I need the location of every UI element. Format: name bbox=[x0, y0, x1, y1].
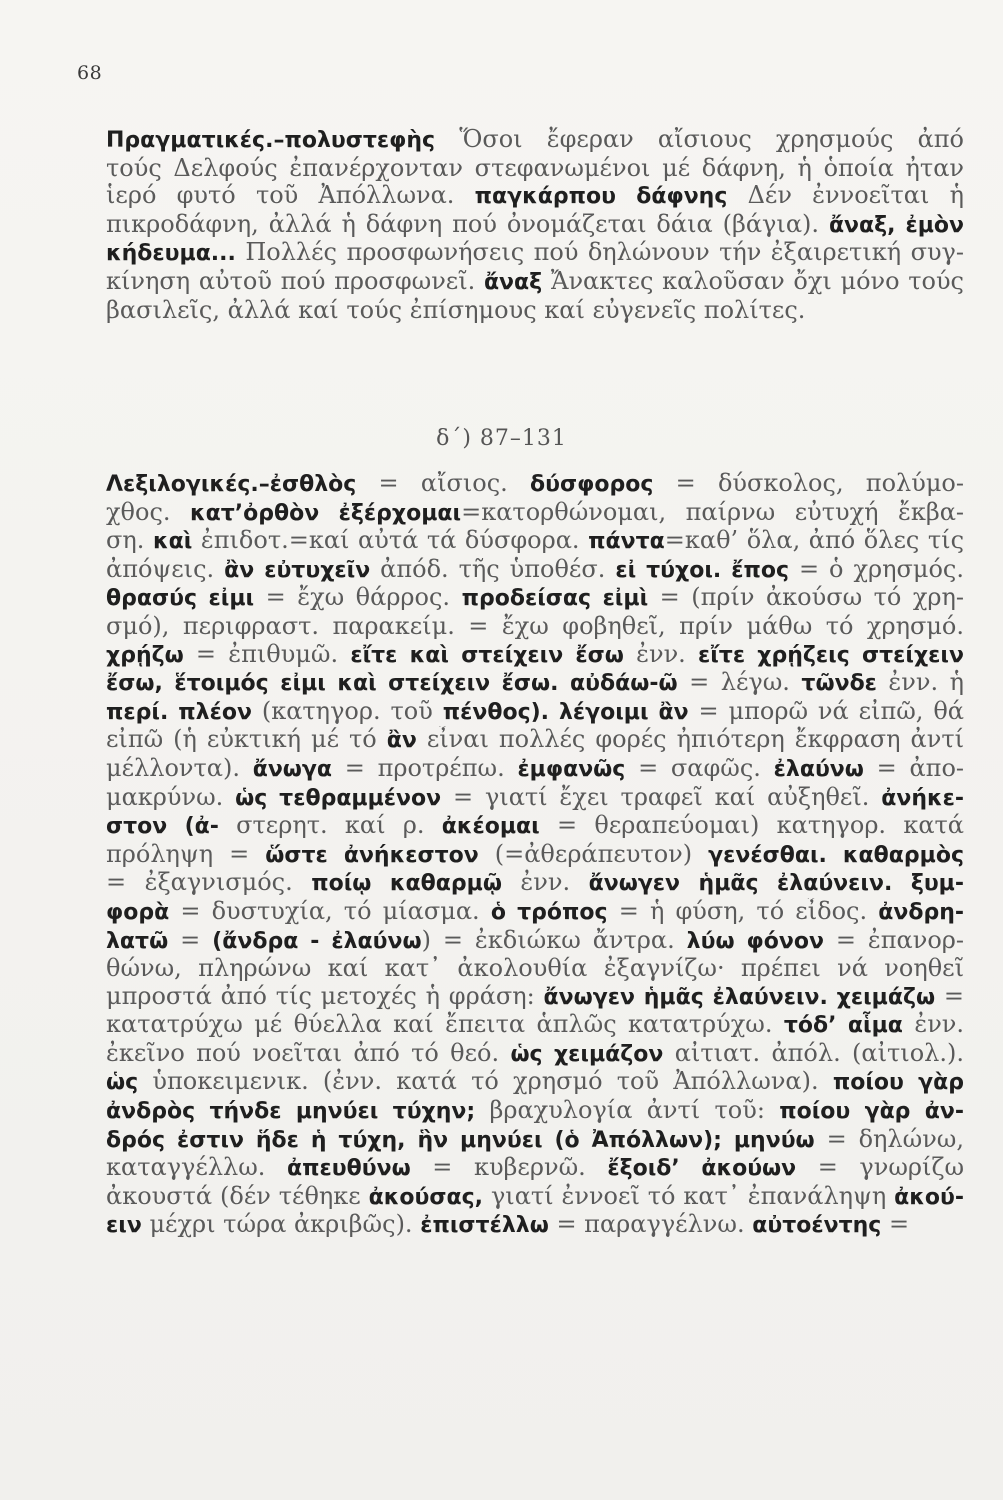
gloss-text: = θεραπεύομαι) κατηγορ. κατά bbox=[539, 812, 964, 840]
gloss-text: = παραγγέλνω. bbox=[548, 1211, 753, 1239]
gloss-text: ὑποκειμενικ. (ἐνν. κατά τό χρησμό τοῦ Ἀπόλλωνα). bbox=[138, 1068, 833, 1096]
gloss-text: ση. bbox=[106, 527, 153, 555]
gloss-text: μακρύνω. bbox=[106, 783, 236, 811]
headword: ειν bbox=[106, 1213, 142, 1239]
headword: ἀπευθύνω bbox=[287, 1156, 411, 1182]
headword: ὥστε ἀνήκεστον bbox=[265, 842, 479, 868]
gloss-text: ἱερό φυτό τοῦ Ἀπόλλωνα. bbox=[106, 182, 475, 210]
gloss-text: = δύσκολος, πολύμο- bbox=[653, 470, 964, 497]
gloss-text: γιατί ἐννοεῖ τό κατ᾽ ἐπανάληψη bbox=[483, 1182, 895, 1210]
section-heading: δ΄) 87–131 bbox=[436, 426, 567, 451]
gloss-text: κίνηση αὐτοῦ πού προσφωνεῖ. bbox=[106, 267, 484, 295]
text-line bbox=[106, 1011, 964, 1040]
gloss-text: = δυστυχία, τό μίασμα. bbox=[169, 897, 491, 925]
headword: παγκάρπου δάφνης bbox=[474, 184, 728, 210]
headword: ὡς τεθραμμένον bbox=[235, 785, 442, 811]
gloss-text: τούς Δελφούς ἐπανέρχονταν στεφανωμένοι μέ δάφνη, ἡ ὁποία ἦταν bbox=[106, 154, 964, 182]
gloss-text: εἰπῶ (ἡ εὐκτική μέ τό bbox=[106, 726, 387, 754]
text-line bbox=[106, 698, 964, 727]
text-line bbox=[106, 669, 964, 698]
headword: ποίῳ καθαρμῷ bbox=[311, 871, 502, 897]
gloss-text: Δέν ἐννοεῖται ἡ bbox=[727, 182, 964, 210]
text-line bbox=[106, 268, 964, 297]
headword: ἐμφανῶς bbox=[517, 756, 626, 782]
commentary-block-pragmatikes bbox=[106, 126, 964, 324]
headword: ἀνήκε- bbox=[881, 785, 964, 811]
gloss-text: = ἡ φύση, τό εἶδος. bbox=[607, 897, 879, 925]
gloss-text: ἐνν. bbox=[623, 640, 698, 668]
gloss-text: βραχυλογία ἀντί τοῦ: bbox=[475, 1097, 780, 1125]
text-line bbox=[106, 613, 964, 641]
gloss-text: = ἔχω θάρρος. bbox=[254, 584, 462, 612]
headword: ἂν εὐτυχεῖν bbox=[224, 557, 371, 583]
gloss-text: σμό), περιφραστ. παρακείμ. = ἔχω φοβηθεῖ, πρίν μάθω τό χρησμό. bbox=[106, 612, 964, 640]
text-line bbox=[106, 182, 964, 211]
text-line bbox=[106, 1040, 964, 1069]
headword: εἴτε καὶ στείχειν ἔσω bbox=[350, 642, 624, 668]
headword: κήδευμα... bbox=[106, 241, 236, 267]
gloss-text: μέλλοντα). bbox=[106, 754, 253, 782]
headword: λατῶ bbox=[106, 928, 169, 954]
gloss-text: = προτρέπω. bbox=[332, 754, 518, 782]
text-line bbox=[106, 239, 964, 268]
gloss-text: εἶναι πολλές φορές ἠπιότερη ἔκφραση ἀντί bbox=[416, 726, 964, 754]
gloss-text: = αἴσιος. bbox=[356, 470, 531, 497]
gloss-text: =κατορθώνομαι, παίρνω εὐτυχή ἔκβα- bbox=[461, 498, 964, 526]
text-line bbox=[106, 755, 964, 784]
gloss-text: = ἐπιθυμῶ. bbox=[183, 640, 351, 668]
gloss-text: = ἀπο- bbox=[863, 754, 964, 782]
headword: καὶ bbox=[152, 529, 193, 555]
text-line bbox=[106, 527, 964, 556]
headword: ἄνωγα bbox=[252, 756, 333, 782]
text-line bbox=[106, 211, 964, 240]
gloss-text: = bbox=[881, 1211, 910, 1239]
gloss-text: = ὁ χρησμός. bbox=[789, 555, 964, 583]
headword: αὐτοέντης bbox=[752, 1213, 882, 1239]
headword: χρῄζω bbox=[106, 642, 184, 668]
headword: ἄνωγεν ἡμᾶς ἐλαύνειν. ξυμ- bbox=[588, 871, 964, 897]
headword: ἔσω, ἕτοιμός εἰμι καὶ στείχειν ἔσω. αὐδάω-ῶ bbox=[106, 671, 678, 697]
headword: πένθος). λέγοιμι ἂν bbox=[442, 699, 689, 725]
gloss-text: ἐνν. bbox=[902, 1011, 964, 1039]
gloss-text: = bbox=[935, 982, 964, 1010]
gloss-text: = (πρίν ἀκούσω τό χρη- bbox=[648, 584, 964, 612]
headword: εἰ τύχοι. ἔπος bbox=[615, 557, 790, 583]
gloss-text: πικροδάφνη, ἀλλά ἡ δάφνη πού ὀνομάζεται δάια (βάγια). bbox=[106, 210, 829, 238]
headword: ἀκού- bbox=[894, 1184, 964, 1210]
headword: ποίου γὰρ bbox=[832, 1070, 964, 1096]
gloss-text: πρόληψη = bbox=[106, 840, 266, 868]
headword: ποίου γὰρ ἀν- bbox=[779, 1099, 964, 1125]
commentary-block-lexilogikes bbox=[106, 470, 964, 1240]
text-line bbox=[106, 1097, 964, 1126]
gloss-text: =καθ’ ὅλα, ἀπό ὅλες τίς bbox=[664, 527, 964, 555]
gloss-text: ἐκεῖνο πού νοεῖται ἀπό τό θεό. bbox=[106, 1039, 511, 1067]
headword: (ἄνδρα - ἐλαύνω bbox=[212, 928, 422, 954]
gloss-text: χθος. bbox=[106, 498, 190, 526]
text-line bbox=[106, 784, 964, 813]
gloss-text: ἐπιδοτ.=καί αὐτά τά δύσφορα. bbox=[192, 527, 589, 555]
headword: ἄνωγεν ἡμᾶς ἐλαύνειν. χειμάζω bbox=[543, 984, 936, 1010]
headword: ὡς bbox=[106, 1070, 139, 1096]
gloss-text: (=ἀθεράπευτον) bbox=[478, 840, 709, 868]
headword: πάντα bbox=[588, 529, 665, 555]
page-number: 68 bbox=[77, 62, 103, 84]
headword: ἀνδρη- bbox=[878, 899, 964, 925]
headword: ἂν bbox=[386, 728, 417, 754]
text-line bbox=[106, 297, 964, 325]
gloss-text: βασιλεῖς, ἀλλά καί τούς ἐπίσημους καί εὐγενεῖς πολίτες. bbox=[106, 296, 806, 324]
headword: δύσφορος bbox=[530, 472, 654, 497]
text-line bbox=[106, 898, 964, 927]
gloss-text: ἀπόψεις. bbox=[106, 555, 225, 583]
gloss-text: μπροστά ἀπό τίς μετοχές ἡ φράση: bbox=[106, 982, 544, 1010]
gloss-text: = ἐπανορ- bbox=[823, 926, 964, 954]
text-line bbox=[106, 155, 964, 183]
text-line bbox=[106, 869, 964, 898]
text-line bbox=[106, 641, 964, 670]
headword: Πραγματικές.–πολυστεφὴς bbox=[106, 128, 436, 153]
text-line bbox=[106, 1183, 964, 1212]
headword: τόδ’ αἷμα bbox=[783, 1013, 903, 1039]
headword: εἴτε χρῄζεις στείχειν bbox=[697, 642, 964, 668]
gloss-text: = ἐξαγνισμός. bbox=[106, 869, 312, 897]
text-line bbox=[106, 126, 964, 155]
headword: κατ’ὀρθὸν ἐξέρχομαι bbox=[189, 500, 462, 526]
headword: ἀκούσας, bbox=[368, 1184, 484, 1210]
gloss-text: = σαφῶς. bbox=[625, 754, 774, 782]
gloss-text: ) = ἐκδιώκω ἄντρα. bbox=[421, 926, 687, 954]
gloss-text: = μπορῶ νά εἰπῶ, θά bbox=[688, 697, 964, 725]
gloss-text: Ἄνακτες καλοῦσαν ὄχι μόνο τούς bbox=[542, 267, 964, 295]
text-line bbox=[106, 812, 964, 841]
headword: τῶνδε bbox=[801, 671, 877, 697]
headword: ἐλαύνω bbox=[773, 756, 864, 782]
headword: θρασύς εἰμι bbox=[106, 586, 255, 612]
text-line bbox=[106, 1154, 964, 1183]
headword: δρός ἐστιν ἥδε ἡ τύχη, ἣν μηνύει (ὁ Ἀπόλλων); μηνύω bbox=[106, 1127, 815, 1153]
headword: περί. πλέον bbox=[106, 699, 252, 725]
text-line bbox=[106, 1126, 964, 1155]
headword: ἀνδρὸς τήνδε μηνύει τύχην; bbox=[106, 1099, 476, 1125]
gloss-text: = bbox=[168, 926, 213, 954]
gloss-text: μέχρι τώρα ἀκριβῶς). bbox=[141, 1211, 421, 1239]
gloss-text: καταγγέλλω. bbox=[106, 1154, 288, 1182]
headword: ἐπιστέλλω bbox=[420, 1213, 549, 1239]
gloss-text: = γνωρίζω bbox=[796, 1154, 964, 1182]
gloss-text: αἰτιατ. ἀπόλ. (αἰτιολ.). bbox=[663, 1039, 964, 1067]
headword: λύω φόνον bbox=[686, 928, 824, 954]
text-line bbox=[106, 983, 964, 1012]
text-line bbox=[106, 955, 964, 983]
gloss-text: (κατηγορ. τοῦ bbox=[251, 697, 443, 725]
gloss-text: = δηλώνω, bbox=[814, 1125, 964, 1153]
gloss-text: κατατρύχω μέ θύελλα καί ἔπειτα ἁπλῶς κατατρύχω. bbox=[106, 1011, 784, 1039]
headword: Λεξιλογικές.–ἐσθλὸς bbox=[106, 472, 357, 497]
headword: ἔξοιδ’ ἀκούων bbox=[607, 1156, 797, 1182]
headword: ἄναξ, ἐμὸν bbox=[828, 212, 964, 238]
headword: προδείσας εἰμὶ bbox=[461, 586, 649, 612]
gloss-text: θώνω, πληρώνω καί κατ᾽ ἀκολουθία ἐξαγνίζω· πρέπει νά νοηθεῖ bbox=[106, 955, 964, 983]
headword: ὡς χειμάζον bbox=[510, 1041, 664, 1067]
gloss-text: ἀκουστά (δέν τέθηκε bbox=[106, 1182, 369, 1210]
text-line bbox=[106, 927, 964, 956]
gloss-text: Πολλές προσφωνήσεις πού δηλώνουν τήν ἐξαιρετική συγ- bbox=[235, 239, 964, 267]
gloss-text: ἐνν. bbox=[501, 869, 589, 897]
headword: φορὰ bbox=[106, 899, 170, 925]
text-line bbox=[106, 584, 964, 613]
gloss-text: = λέγω. bbox=[677, 669, 802, 697]
text-line bbox=[106, 470, 964, 499]
text-line bbox=[106, 841, 964, 870]
gloss-text: ἀπόδ. τῆς ὑποθέσ. bbox=[370, 555, 616, 583]
text-line bbox=[106, 499, 964, 528]
gloss-text: ἐνν. ἡ bbox=[876, 669, 964, 697]
text-line bbox=[106, 556, 964, 585]
gloss-text: = κυβερνῶ. bbox=[410, 1154, 608, 1182]
headword: γενέσθαι. καθαρμὸς bbox=[708, 842, 964, 868]
headword: ὁ τρόπος bbox=[490, 899, 608, 925]
headword: στον (ἀ- bbox=[106, 814, 219, 840]
text-line bbox=[106, 1211, 964, 1240]
gloss-text: στερητ. καί ρ. bbox=[218, 812, 442, 840]
gloss-text: = γιατί ἔχει τραφεῖ καί αὐξηθεῖ. bbox=[441, 783, 882, 811]
headword: ἀκέομαι bbox=[441, 814, 540, 840]
headword: ἄναξ bbox=[483, 269, 543, 295]
text-line bbox=[106, 1068, 964, 1097]
gloss-text: Ὅσοι ἔφεραν αἴσιους χρησμούς ἀπό bbox=[435, 126, 964, 153]
text-line bbox=[106, 726, 964, 755]
